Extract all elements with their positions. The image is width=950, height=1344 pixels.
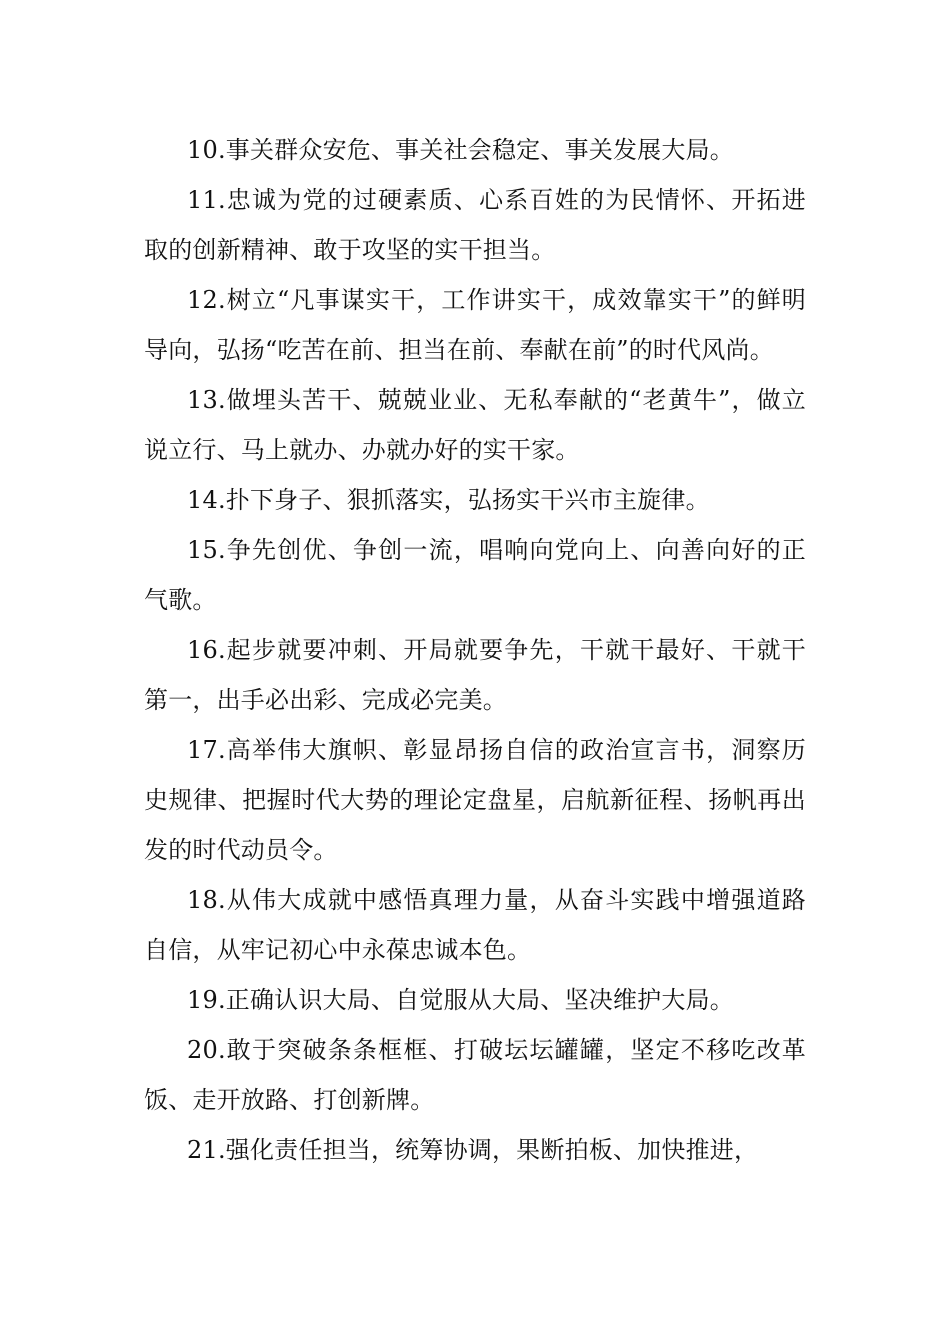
document-body [144,125,806,1175]
list-item: 21.强化责任担当，统筹协调，果断拍板、加快推进， [187,1136,759,1164]
list-item: 15.争先创优、争创一流，唱响向党向上、向善向好的正气歌。 [144,536,806,614]
list-item: 12.树立“凡事谋实干，工作讲实干，成效靠实干”的鲜明导向，弘扬“吃苦在前、担当在前、奉献在前”的时代风尚。 [144,286,806,364]
list-item: 14.扑下身子、狠抓落实，弘扬实干兴市主旋律。 [187,486,710,514]
list-item: 17.高举伟大旗帜、彰显昂扬自信的政治宣言书，洞察历史规律、把握时代大势的理论定盘星，启航新征程、扬帆再出发的时代动员令。 [144,736,806,864]
list-item: 10.事关群众安危、事关社会稳定、事关发展大局。 [187,136,734,164]
list-item: 13.做埋头苦干、兢兢业业、无私奉献的“老黄牛”，做立说立行、马上就办、办就办好的实干家。 [144,386,806,464]
list-item: 16.起步就要冲刺、开局就要争先，干就干最好、干就干第一，出手必出彩、完成必完美。 [144,636,806,714]
list-item: 18.从伟大成就中感悟真理力量，从奋斗实践中增强道路自信，从牢记初心中永葆忠诚本色。 [144,886,806,964]
list-item: 11.忠诚为党的过硬素质、心系百姓的为民情怀、开拓进取的创新精神、敢于攻坚的实干担当。 [144,186,806,264]
list-item: 19.正确认识大局、自觉服从大局、坚决维护大局。 [187,986,734,1014]
list-item: 20.敢于突破条条框框、打破坛坛罐罐，坚定不移吃改革饭、走开放路、打创新牌。 [144,1036,806,1114]
